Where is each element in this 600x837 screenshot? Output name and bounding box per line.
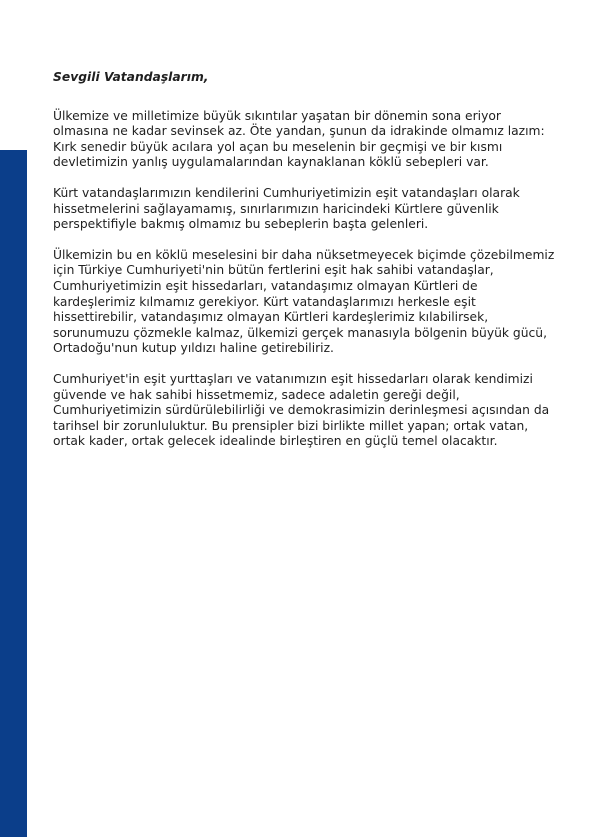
text-line: ortak kader, ortak gelecek idealinde birleştiren en güçlü temel olacaktır. xyxy=(53,434,498,449)
text-line: sorunumuzu çözmekle kalmaz, ülkemizi gerçek manasıyla bölgenin büyük gücü, xyxy=(53,325,547,340)
paragraph-2 xyxy=(53,186,573,233)
text-line: Ortadoğu'nun kutup yıldızı haline getirebiliriz. xyxy=(53,341,334,356)
text-line: hissetmelerini sağlayamamış, sınırlarımızın haricindeki Kürtlere güvenlik xyxy=(53,201,499,216)
text-line: Kırk senedir büyük acılara yol açan bu meselenin bir geçmişi ve bir kısmı xyxy=(53,139,503,154)
text-line: için Türkiye Cumhuriyeti'nin bütün fertlerini eşit hak sahibi vatandaşlar, xyxy=(53,263,494,278)
side-accent-bar xyxy=(0,150,27,837)
paragraph-4 xyxy=(53,372,573,450)
text-line: Cumhuriyet'in eşit yurttaşları ve vatanımızın eşit hissedarları olarak kendimizi xyxy=(53,371,533,386)
text-line: Ülkemize ve milletimize büyük sıkıntılar yaşatan bir dönemin sona eriyor xyxy=(53,108,501,123)
text-line: kardeşlerimiz kılmamız gerekiyor. Kürt vatandaşlarımızı herkesle eşit xyxy=(53,294,476,309)
text-line: devletimizin yanlış uygulamalarından kaynaklanan köklü sebepleri var. xyxy=(53,155,489,170)
text-line: tarihsel bir zorunluluktur. Bu prensipler bizi birlikte millet yapan; ortak vatan, xyxy=(53,418,529,433)
text-line: Cumhuriyetimizin eşit hissedarları, vatandaşımız olmayan Kürtleri de xyxy=(53,278,478,293)
text-line: güvende ve hak sahibi hissetmemiz, sadece adaletin gereği değil, xyxy=(53,387,460,402)
salutation: Sevgili Vatandaşlarım, xyxy=(53,70,209,84)
text-line: Cumhuriyetimizin sürdürülebilirliği ve demokrasimizin derinleşmesi açısından da xyxy=(53,403,550,418)
text-line: Kürt vatandaşlarımızın kendilerini Cumhuriyetimizin eşit vatandaşları olarak xyxy=(53,185,520,200)
text-line: hissettirebilir, vatandaşımız olmayan Kürtleri kardeşlerimiz kılabilirsek, xyxy=(53,310,489,325)
text-line: perspektifiyle bakmış olmamız bu sebeplerin başta gelenleri. xyxy=(53,217,429,232)
text-line: Ülkemizin bu en köklü meselesini bir daha nüksetmeyecek biçimde çözebilmemiz xyxy=(53,247,555,262)
letter-body xyxy=(53,70,573,465)
paragraph-3 xyxy=(53,248,573,357)
paragraph-1 xyxy=(53,109,573,171)
text-line: olmasına ne kadar sevinsek az. Öte yandan, şunun da idrakinde olmamız lazım: xyxy=(53,124,545,139)
